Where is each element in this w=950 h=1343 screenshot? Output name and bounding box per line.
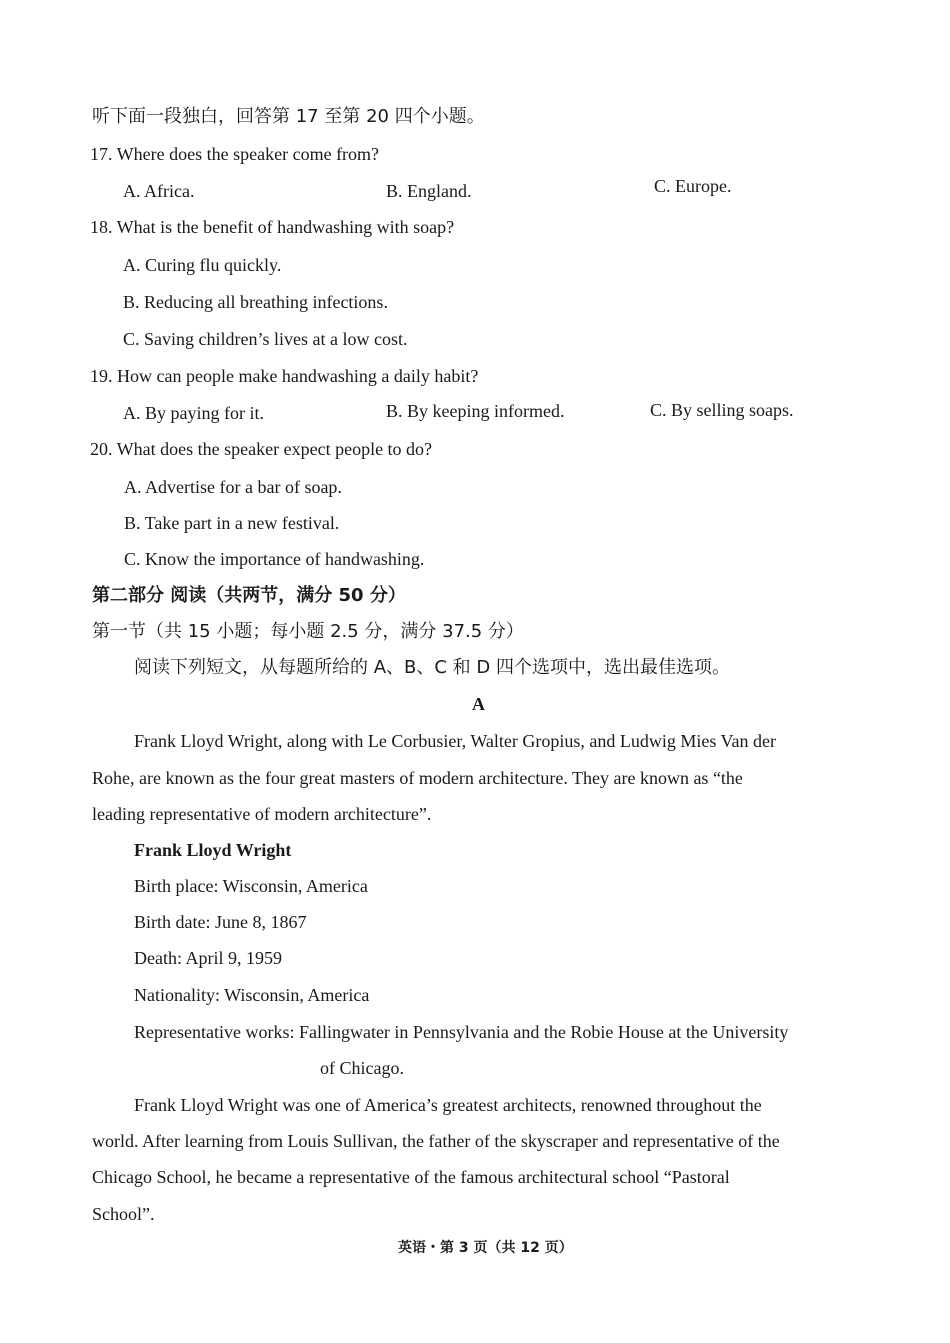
q19-stem: 19. How can people make handwashing a daily habit?: [90, 366, 479, 386]
profile-birth-date: Birth date: June 8, 1867: [134, 912, 307, 932]
listening-instruction: 听下面一段独白，回答第 17 至第 20 四个小题。: [92, 106, 485, 127]
q19-option-a: A. By paying for it.: [123, 403, 264, 423]
profile-works-line1: Representative works: Fallingwater in Pennsylvania and the Robie House at the University: [134, 1022, 789, 1042]
para1-line3: leading representative of modern architecture”.: [92, 804, 432, 824]
q20-option-b: B. Take part in a new festival.: [124, 513, 340, 533]
para1-line2: Rohe, are known as the four great masters of modern architecture. They are known as “the: [92, 768, 743, 788]
reading-instruction: 阅读下列短文，从每题所给的 A、B、C 和 D 四个选项中，选出最佳选项。: [134, 657, 730, 678]
q17-stem: 17. Where does the speaker come from?: [90, 144, 380, 164]
para1-line1: Frank Lloyd Wright, along with Le Corbusier, Walter Gropius, and Ludwig Mies Van der: [134, 731, 777, 751]
passage-label: A: [472, 694, 485, 714]
para2-line4: School”.: [92, 1204, 155, 1224]
para2-line3: Chicago School, he became a representative of the famous architectural school “Pastoral: [92, 1167, 730, 1187]
q19-option-c: C. By selling soaps.: [650, 400, 794, 420]
q17-option-c: C. Europe.: [654, 176, 732, 196]
q19-option-b: B. By keeping informed.: [386, 401, 565, 421]
q18-option-a: A. Curing flu quickly.: [123, 255, 282, 275]
q17-option-b: B. England.: [386, 181, 472, 201]
q18-option-c: C. Saving children’s lives at a low cost.: [123, 329, 408, 349]
reading-part-title: 第二部分 阅读（共两节，满分 50 分）: [92, 585, 406, 606]
page-footer: 英语・第 3 页（共 12 页）: [398, 1240, 573, 1256]
reading-section-title: 第一节（共 15 小题；每小题 2.5 分，满分 37.5 分）: [92, 621, 524, 642]
q18-option-b: B. Reducing all breathing infections.: [123, 292, 388, 312]
q18-stem: 18. What is the benefit of handwashing with soap?: [90, 217, 455, 237]
q17-option-a: A. Africa.: [123, 181, 195, 201]
profile-name: Frank Lloyd Wright: [134, 840, 292, 860]
q20-option-c: C. Know the importance of handwashing.: [124, 549, 425, 569]
profile-nationality: Nationality: Wisconsin, America: [134, 985, 370, 1005]
profile-works-line2: of Chicago.: [320, 1058, 404, 1078]
q20-option-a: A. Advertise for a bar of soap.: [124, 477, 342, 497]
para2-line1: Frank Lloyd Wright was one of America’s greatest architects, renowned throughout the: [134, 1095, 762, 1115]
para2-line2: world. After learning from Louis Sullivan, the father of the skyscraper and representative of the: [92, 1131, 780, 1151]
profile-birth-place: Birth place: Wisconsin, America: [134, 876, 368, 896]
q20-stem: 20. What does the speaker expect people to do?: [90, 439, 433, 459]
profile-death: Death: April 9, 1959: [134, 948, 282, 968]
